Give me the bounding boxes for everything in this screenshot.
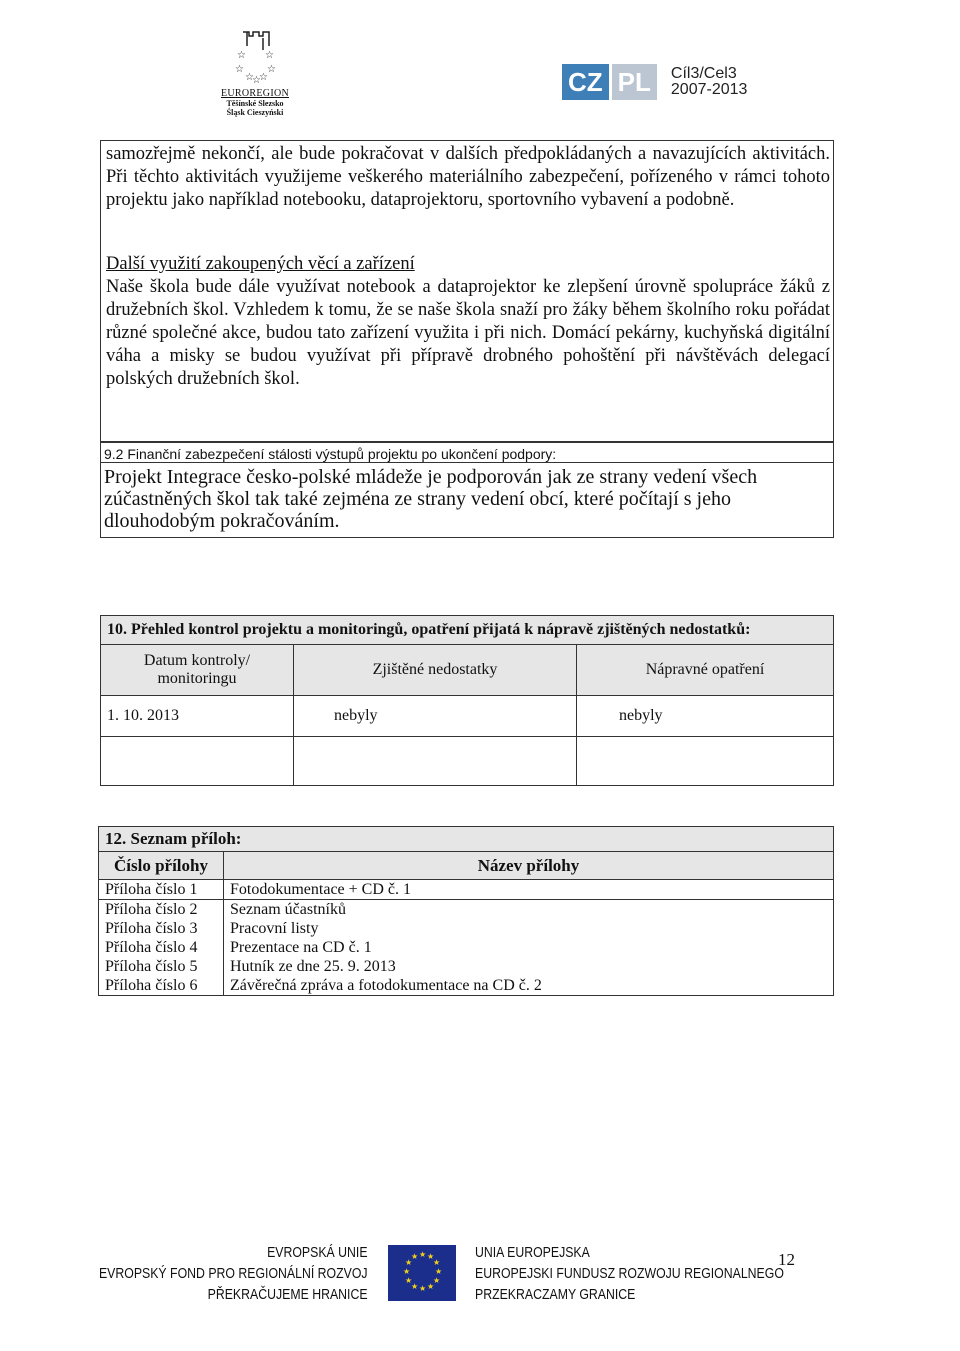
- svg-text:★: ★: [433, 1276, 441, 1285]
- cell-remedy: nebyly: [577, 696, 834, 737]
- cell-findings: nebyly: [294, 696, 577, 737]
- svg-text:★: ★: [405, 1258, 413, 1267]
- footer-eu-pl: UNIA EUROPEJSKA: [475, 1244, 590, 1261]
- cell-findings: [294, 737, 577, 786]
- attachment-number: Příloha číslo 2: [99, 900, 224, 920]
- section-9-2-heading: 9.2 Finanční zabezpečení stálosti výstupů projektu po ukončení podpory:: [104, 446, 557, 462]
- table-row: [99, 957, 834, 976]
- attachment-name: Hutník ze dne 25. 9. 2013: [224, 957, 834, 976]
- svg-text:★: ★: [411, 1282, 419, 1291]
- attachment-name: Závěrečná zpráva a fotodokumentace na CD č. 2: [224, 976, 834, 996]
- euroregion-name: EUROREGION: [221, 88, 289, 99]
- column-header-date: Datum kontroly/ monitoringu: [101, 645, 294, 696]
- table-row: [99, 919, 834, 938]
- attachments-table: [98, 826, 834, 996]
- svg-text:★: ★: [419, 1284, 427, 1293]
- cell-date: 1. 10. 2013: [101, 696, 294, 737]
- table-row: [99, 900, 834, 920]
- table-row: [101, 737, 834, 786]
- svg-text:☆: ☆: [245, 72, 254, 83]
- cell-remedy: [577, 737, 834, 786]
- program-goal: [671, 66, 748, 98]
- footer-motto-pl: PRZEKRACZAMY GRANICE: [475, 1286, 636, 1303]
- svg-text:★: ★: [427, 1252, 435, 1261]
- cell-date: [101, 737, 294, 786]
- program-goal-label: Cíl3/Cel3: [670, 65, 737, 82]
- svg-text:★: ★: [419, 1250, 427, 1259]
- attachment-name: Pracovní listy: [224, 919, 834, 938]
- attachment-number: Příloha číslo 6: [99, 976, 224, 996]
- divider: [100, 462, 834, 463]
- column-header-name: Název přílohy: [224, 852, 834, 880]
- attachment-number: Příloha číslo 1: [99, 880, 224, 900]
- euroregion-sub-cz: Těšínské Slezsko: [226, 99, 284, 108]
- attachment-number: Příloha číslo 3: [99, 919, 224, 938]
- subheading-further-use: Další využití zakoupených věcí a zařízení: [106, 254, 415, 274]
- table-row: [99, 938, 834, 957]
- svg-text:★: ★: [433, 1258, 441, 1267]
- svg-text:☆: ☆: [252, 75, 261, 86]
- program-period: 2007-2013: [670, 81, 748, 98]
- footer-polish: [475, 1242, 784, 1305]
- eu-stars-icon: [388, 1245, 456, 1301]
- svg-text:☆: ☆: [265, 50, 274, 61]
- page-number: 12: [778, 1250, 795, 1269]
- svg-text:★: ★: [403, 1267, 411, 1276]
- paragraph-further-use: Naše škola bude dále využívat notebook a dataprojektor ke zlepšení úrovně spolupráce žáků z družebních škol. Vzhledem k tomu, že se naše škola snaží pro žáky během školního roku pořádat různé společné akce, budou tato zařízení využita i při nich. Domácí pekárny, kuchyňská digitální váha a misky se budou využívat při přípravě drobného pohoštění při návštěvách delegací polských družebních škol.: [106, 277, 830, 389]
- monitoring-table: [100, 615, 834, 786]
- eu-flag-icon: [388, 1245, 456, 1301]
- svg-text:★: ★: [435, 1267, 443, 1276]
- euroregion-logo: [200, 28, 310, 117]
- column-header-number: Číslo přílohy: [99, 852, 224, 880]
- attachment-name: Prezentace na CD č. 1: [224, 938, 834, 957]
- euroregion-sub-pl: Śląsk Cieszyński: [226, 108, 284, 117]
- svg-text:☆: ☆: [259, 72, 268, 83]
- program-logo-cz: CZ: [562, 64, 609, 100]
- attachment-name: Fotodokumentace + CD č. 1: [224, 880, 834, 900]
- svg-text:★: ★: [427, 1282, 435, 1291]
- section-10-title: 10. Přehled kontrol projektu a monitoringů, opatření přijatá k nápravě zjištěných nedostatků:: [101, 616, 834, 645]
- footer-czech: [99, 1242, 368, 1305]
- table-row: [99, 976, 834, 996]
- section-9-2-text: Projekt Integrace česko-polské mládeže je podporován jak ze strany vedení všech zúčastněných škol tak také zejména ze strany vedení obcí, které počítají s jeho dlouhodobým pokračováním.: [104, 466, 758, 532]
- svg-text:☆: ☆: [237, 50, 246, 61]
- euroregion-emblem-icon: [225, 28, 285, 86]
- attachment-number: Příloha číslo 5: [99, 957, 224, 976]
- attachment-name: Seznam účastníků: [224, 900, 834, 920]
- table-row: [101, 696, 834, 737]
- svg-text:☆: ☆: [235, 64, 244, 75]
- section-12-title: 12. Seznam příloh:: [99, 827, 834, 852]
- footer-motto-cz: PŘEKRAČUJEME HRANICE: [208, 1286, 368, 1303]
- svg-text:☆: ☆: [267, 64, 276, 75]
- svg-text:★: ★: [411, 1252, 419, 1261]
- program-logo: [562, 64, 747, 100]
- column-header-findings: Zjištěné nedostatky: [294, 645, 577, 696]
- svg-text:★: ★: [405, 1276, 413, 1285]
- program-logo-pl: PL: [612, 64, 657, 100]
- attachment-number: Příloha číslo 4: [99, 938, 224, 957]
- table-row: [99, 880, 834, 900]
- footer-fund-pl: EUROPEJSKI FUNDUSZ ROZWOJU REGIONALNEGO: [475, 1265, 784, 1282]
- footer-fund-cz: EVROPSKÝ FOND PRO REGIONÁLNÍ ROZVOJ: [99, 1265, 368, 1282]
- column-header-remedy: Nápravné opatření: [577, 645, 834, 696]
- paragraph-continuation: samozřejmě nekončí, ale bude pokračovat v dalších předpokládaných a navazujících aktivitách. Při těchto aktivitách využijeme veškerého materiálního zabezpečení, pořízeného v rámci tohoto projektu jako například notebooku, dataprojektoru, sportovního vybavení a podobně.: [106, 144, 830, 210]
- footer-eu-cz: EVROPSKÁ UNIE: [267, 1244, 368, 1261]
